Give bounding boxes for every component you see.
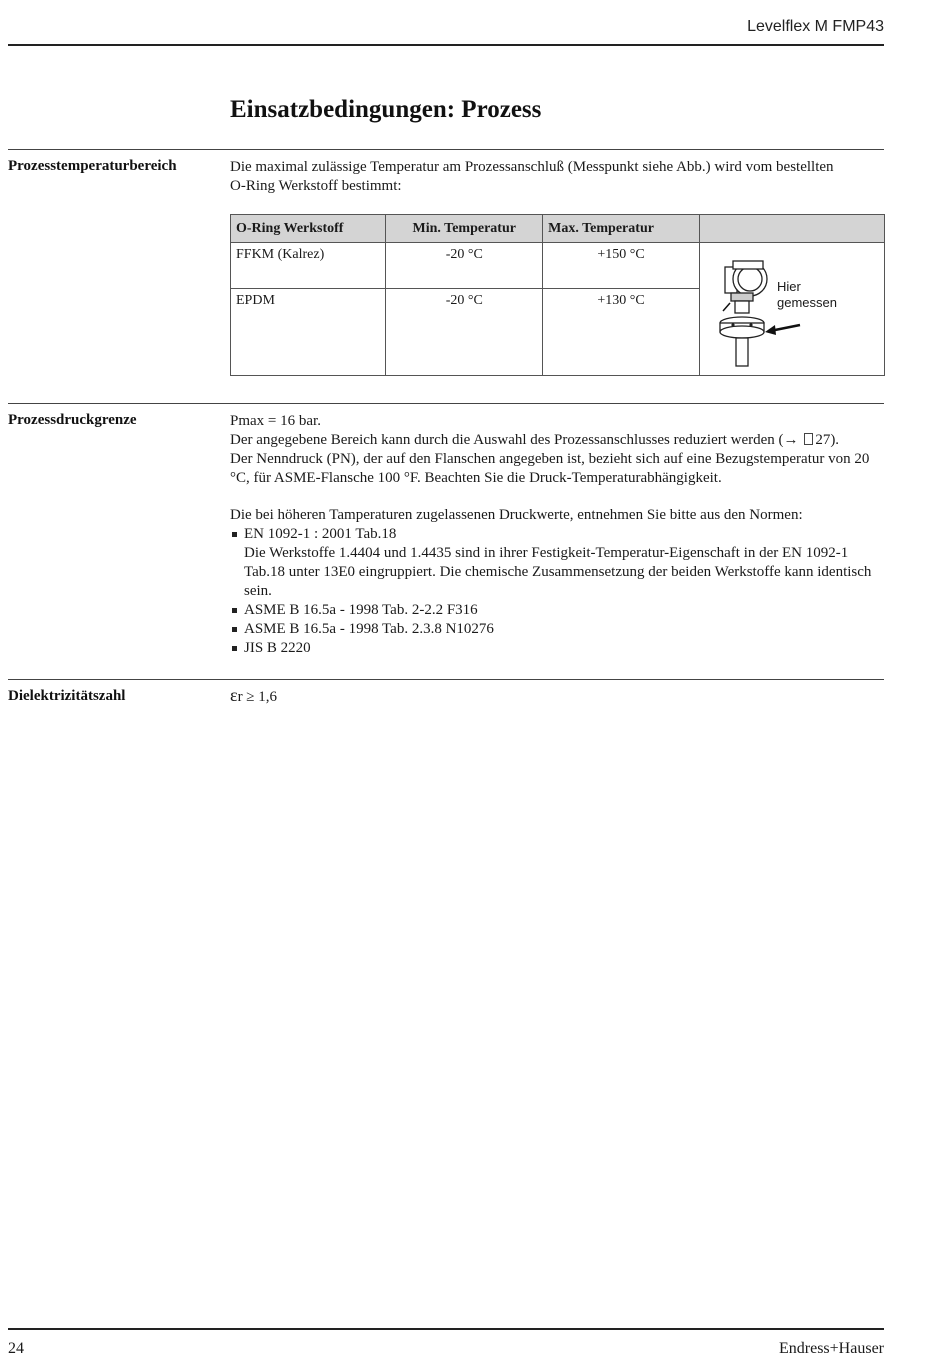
header-rule xyxy=(8,44,884,46)
pressure-text-block xyxy=(230,412,886,658)
list-item-title: EN 1092-1 : 2001 Tab.18 xyxy=(244,526,397,542)
table-header-cell: O-Ring Werkstoff xyxy=(231,215,386,243)
section-label-dielectric: Dielektrizitätszahl xyxy=(8,688,126,704)
pressure-range-note xyxy=(230,431,886,450)
section-divider xyxy=(8,149,884,150)
table-header-row xyxy=(231,215,885,243)
section-label-temperature: Prozesstemperaturbereich xyxy=(8,158,177,174)
list-item: JIS B 2220 xyxy=(230,639,886,658)
epsilon-symbol: ε xyxy=(230,685,238,705)
table-header-cell: Min. Temperatur xyxy=(386,215,543,243)
table-header-cell-empty xyxy=(699,215,884,243)
header-title: Levelflex M FMP43 xyxy=(747,18,884,35)
temperature-table xyxy=(230,214,885,376)
dielectric-value xyxy=(230,686,886,707)
table-cell: EPDM xyxy=(231,289,386,376)
measurement-label-line: Hier xyxy=(776,279,801,294)
table-header-cell: Max. Temperatur xyxy=(543,215,700,243)
spacer xyxy=(230,488,886,506)
standards-intro: Die bei höheren Tamperaturen zugelassenen Druckwerte, entnehmen Sie bitte aus den Normen: xyxy=(230,507,803,523)
temperature-description: Die maximal zulässige Temperatur am Prozessanschluß (Messpunkt siehe Abb.) wird vom bestellten O-Ring Werkstoff bestimmt: xyxy=(230,159,834,194)
section-divider xyxy=(8,679,884,680)
nominal-pressure-note: Der Nenndruck (PN), der auf den Flanschen angegeben ist, bezieht sich auf eine Bezugstemperatur von 20 °C, für ASME-Flansche 100 °F. Beachten Sie die Druck-Temperaturabhängigkeit. xyxy=(230,451,870,486)
list-item xyxy=(230,525,886,601)
standards-list xyxy=(230,525,886,658)
section-label-pressure: Prozessdruckgrenze xyxy=(8,412,137,428)
footer-rule xyxy=(8,1328,884,1330)
page-reference-icon xyxy=(804,433,813,445)
table-cell: +130 °C xyxy=(543,289,700,376)
pressure-max: Pmax = 16 bar. xyxy=(230,413,321,429)
pressure-range-text: Der angegebene Bereich kann durch die Auswahl des Prozessanschlusses reduziert werden (→ xyxy=(230,432,799,448)
page-title: Einsatzbedingungen: Prozess xyxy=(230,96,542,123)
list-item: ASME B 16.5a - 1998 Tab. 2-2.2 F316 xyxy=(230,601,886,620)
dielectric-value-text: r ≥ 1,6 xyxy=(237,689,278,705)
table-cell: -20 °C xyxy=(386,243,543,289)
footer-brand: Endress+Hauser xyxy=(779,1340,884,1357)
measurement-label xyxy=(777,279,837,311)
table-row xyxy=(231,243,885,289)
table-cell: +150 °C xyxy=(543,243,700,289)
measurement-label-line: gemessen xyxy=(776,295,837,310)
list-item-note: Die Werkstoffe 1.4404 und 1.4435 sind in ihrer Festigkeit-Temperatur-Eigenschaft in der EN 1092-1 Tab.18 unter 13E0 eingruppiert. Die chemische Zusammensetzung der beiden Werkstoffe kann identisch sein. xyxy=(244,545,872,599)
table-cell: FFKM (Kalrez) xyxy=(231,243,386,289)
page-reference-number: 27). xyxy=(815,432,840,448)
list-item: ASME B 16.5a - 1998 Tab. 2.3.8 N10276 xyxy=(230,620,886,639)
measurement-point-image-cell xyxy=(699,243,884,376)
section-divider xyxy=(8,403,884,404)
table-cell: -20 °C xyxy=(386,289,543,376)
page-number: 24 xyxy=(8,1340,24,1357)
